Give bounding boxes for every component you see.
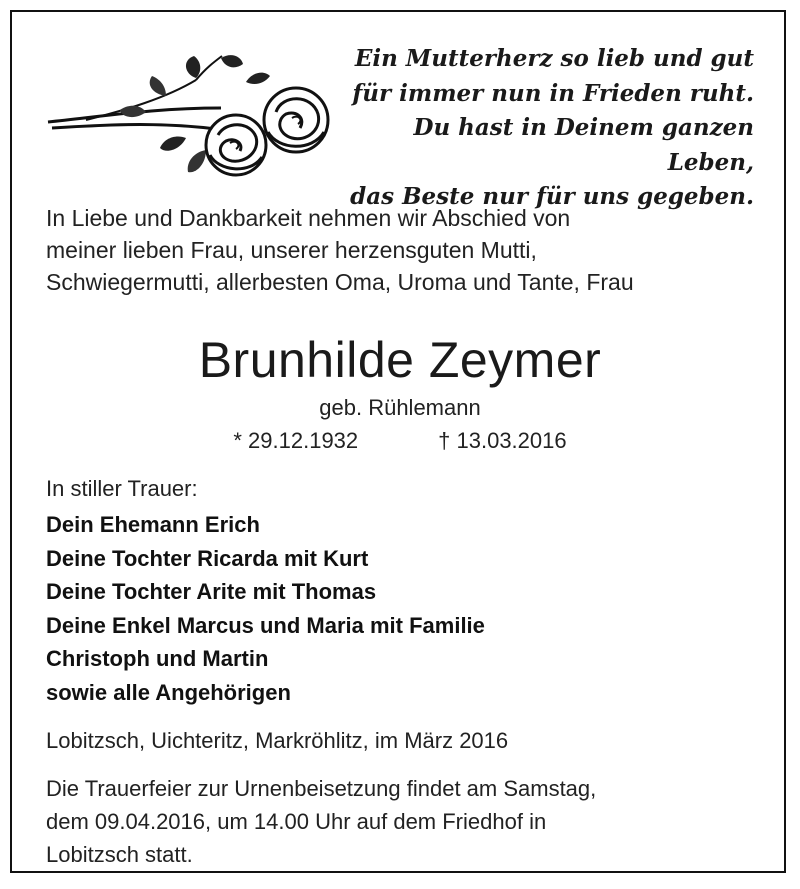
funeral-line: dem 09.04.2016, um 14.00 Uhr auf dem Friedhof in (46, 809, 547, 834)
poem-line: Du hast in Deinem ganzen Leben, (413, 114, 754, 176)
birth-date: * 29.12.1932 (233, 428, 359, 453)
intro-text (46, 202, 766, 298)
poem-line: das Beste nur für uns gegeben. (350, 183, 754, 210)
intro-line: meiner lieben Frau, unserer herzensguten Mutti, (46, 237, 537, 263)
list-item: Christoph und Martin (46, 646, 269, 671)
intro-line: In Liebe und Dankbarkeit nehmen wir Abschied von (46, 205, 571, 231)
poem-line: Ein Mutterherz so lieb und gut (354, 45, 754, 72)
funeral-line: Die Trauerfeier zur Urnenbeisetzung findet am Samstag, (46, 776, 597, 801)
poem (334, 42, 754, 215)
obituary-notice (10, 10, 786, 873)
funeral-info (46, 772, 766, 871)
list-item: Deine Tochter Arite mit Thomas (46, 579, 377, 604)
birth-name: geb. Rühlemann (319, 395, 481, 420)
funeral-line: Lobitzsch statt. (46, 842, 193, 867)
deceased-name: Brunhilde Zeymer (198, 332, 602, 388)
mourners-list (46, 508, 485, 709)
list-item: sowie alle Angehörigen (46, 679, 291, 705)
poem-line: für immer nun in Frieden ruht. (352, 79, 754, 107)
roses-icon (46, 50, 336, 190)
life-dates (12, 426, 788, 456)
list-item: Deine Enkel Marcus und Maria mit Familie (46, 612, 485, 638)
intro-line: Schwiegermutti, allerbesten Oma, Uroma und Tante, Frau (46, 269, 634, 295)
place-date: Lobitzsch, Uichteritz, Markröhlitz, im März 2016 (46, 728, 509, 753)
list-item: Dein Ehemann Erich (46, 512, 260, 537)
list-item: Deine Tochter Ricarda mit Kurt (46, 545, 369, 571)
mourning-label: In stiller Trauer: (46, 476, 198, 501)
death-date: † 13.03.2016 (438, 428, 567, 453)
